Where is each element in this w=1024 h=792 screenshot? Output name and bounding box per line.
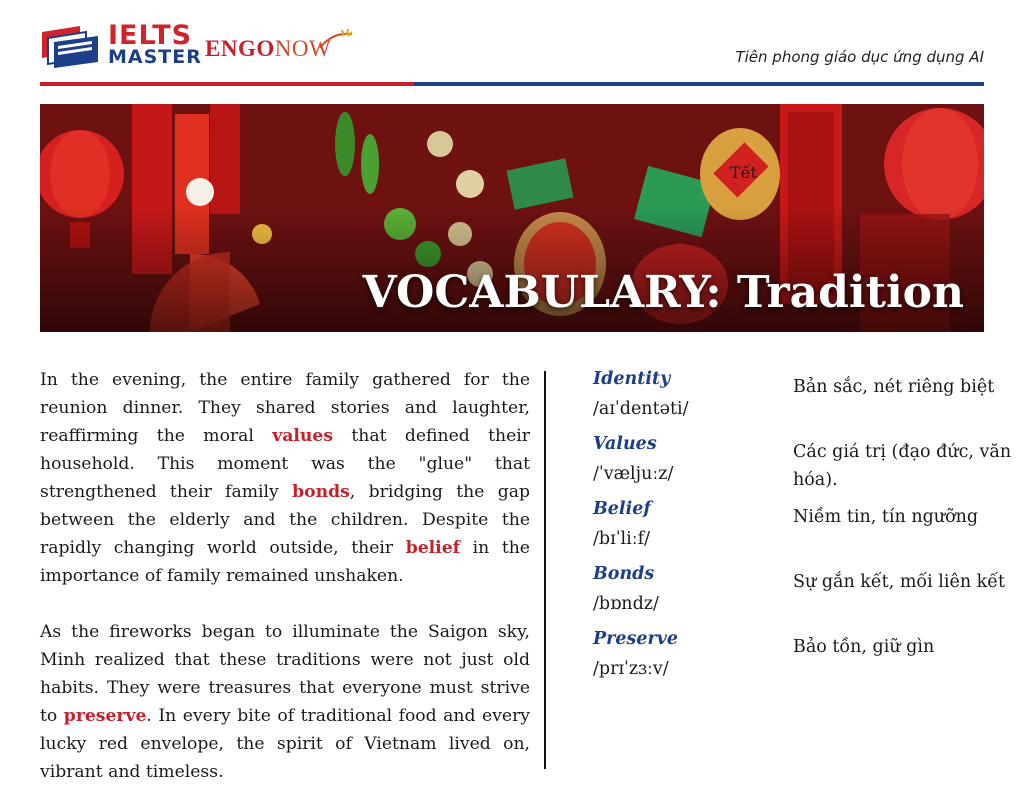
story-text-segment: in the importance of family remained unshaken.	[40, 538, 530, 586]
page-title: VOCABULARY: Tradition	[362, 267, 964, 318]
column-divider	[544, 371, 546, 769]
story-text-segment: As the fireworks began to illuminate the Saigon sky, Minh realized that these traditions were not just old habits. They were treasures that everyone must strive to	[40, 622, 530, 726]
book-logo-icon	[40, 22, 102, 68]
vocab-word: Bonds	[593, 564, 655, 584]
vocab-item-identity	[593, 365, 1023, 425]
story-text	[40, 366, 530, 786]
keyword-values: values	[272, 426, 334, 446]
logo-ielts-text: IELTS	[108, 20, 193, 52]
vocab-item-bonds	[593, 560, 1023, 620]
sparkle-icon	[318, 28, 354, 50]
story-text-segment: that defined their household. This moment was the "glue" that strengthened their family	[40, 426, 530, 502]
story-paragraph-1	[40, 366, 530, 590]
vocab-meaning: Các giá trị (đạo đức, văn hóa).	[793, 442, 1012, 490]
keyword-bonds: bonds	[292, 482, 350, 502]
vocab-word: Preserve	[593, 629, 679, 649]
keyword-belief: belief	[405, 538, 461, 558]
vocab-ipa: /ˈvæljuːz/	[593, 464, 674, 484]
vocab-word: Belief	[593, 499, 651, 519]
vocab-meaning: Niềm tin, tín ngưỡng	[793, 507, 979, 527]
engonow-engo-text: ENGO	[205, 36, 275, 61]
story-text-segment: In the evening, the entire family gathered for the reunion dinner. They shared stories and laughter, reaffirming the moral	[40, 370, 530, 446]
vocab-word: Values	[593, 434, 657, 454]
logo-master-text: MASTER	[108, 45, 202, 68]
vocab-item-belief	[593, 495, 1023, 555]
ielts-master-logo	[40, 22, 202, 68]
tet-decorations-banner	[40, 104, 984, 332]
vocab-meaning: Bản sắc, nét riêng biệt	[793, 377, 995, 397]
vocab-meaning: Bảo tồn, giữ gìn	[793, 637, 935, 657]
header-divider	[40, 82, 984, 86]
story-text-segment: , bridging the gap between the elderly and the children. Despite the rapidly changing world outside, their	[40, 482, 530, 558]
vocab-ipa: /prɪˈzɜːv/	[593, 659, 669, 679]
tagline: Tiên phong giáo dục ứng dụng AI	[735, 48, 984, 66]
story-paragraph-2	[40, 618, 530, 786]
vocab-word: Identity	[593, 369, 671, 389]
vocab-ipa: /aɪˈdentəti/	[593, 399, 689, 419]
engonow-now-text: NOW	[274, 36, 332, 61]
vocab-item-preserve	[593, 625, 1023, 685]
vocab-ipa: /bɒndz/	[593, 594, 659, 614]
keyword-preserve: preserve	[63, 706, 147, 726]
vocab-item-values	[593, 430, 1023, 490]
story-text-segment: . In every bite of traditional food and every lucky red envelope, the spirit of Vietnam lived on, vibrant and timeless.	[40, 706, 531, 782]
vocab-meaning: Sự gắn kết, mối liên kết	[793, 572, 1006, 592]
vocab-ipa: /bɪˈliːf/	[593, 529, 650, 549]
engonow-logo	[205, 36, 331, 62]
